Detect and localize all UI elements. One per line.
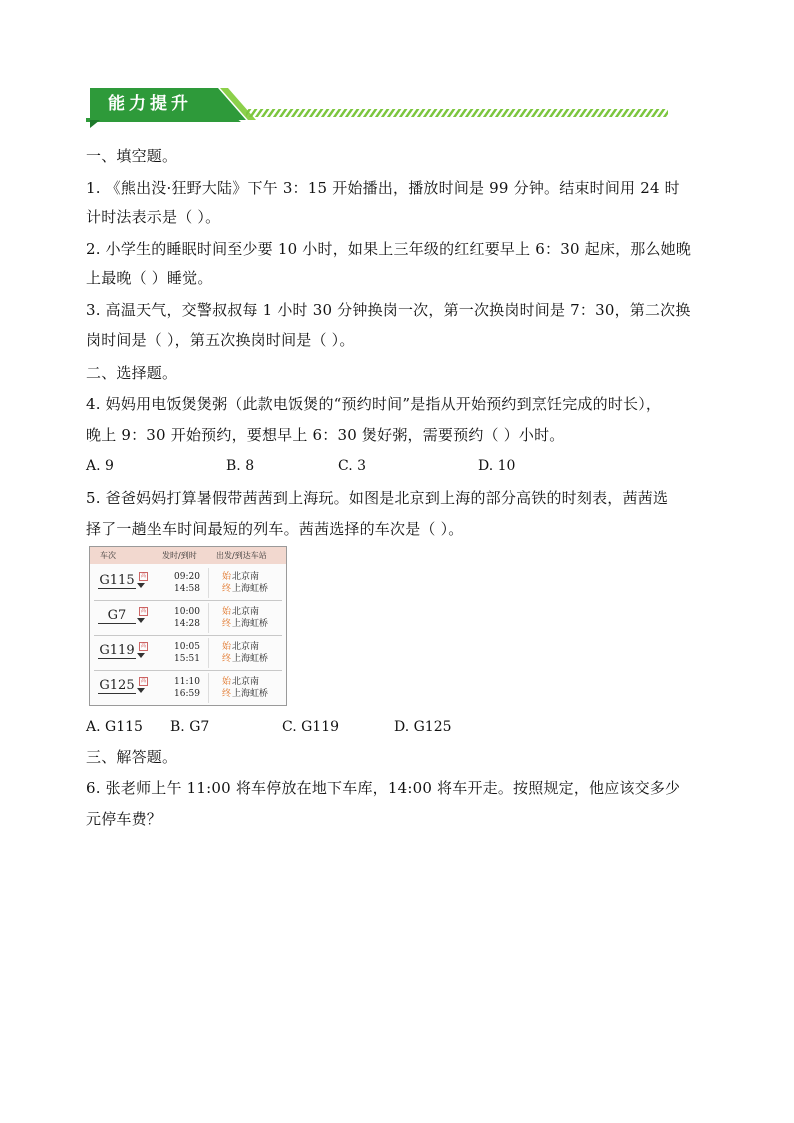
question-2-line-2: 上最晚（ ）睡觉。: [86, 269, 213, 287]
dropdown-arrow-icon[interactable]: [137, 653, 145, 658]
arrive-time: 14:28: [174, 619, 200, 629]
section-heading-fill-blank: 一、填空题。: [86, 147, 178, 165]
train-code: G119: [99, 643, 135, 658]
train-times: [174, 676, 200, 700]
arrive-time: 16:59: [174, 689, 200, 699]
to-station: 上海虹桥: [232, 584, 269, 594]
question-5-option-a[interactable]: A. G115: [86, 719, 143, 735]
question-5-options: [86, 716, 606, 738]
train-code: G7: [98, 608, 136, 624]
question-4-options: [86, 455, 606, 477]
section-heading-choice: 二、选择题。: [86, 364, 178, 382]
column-divider: [208, 673, 209, 703]
column-divider: [208, 568, 209, 598]
question-4-option-c[interactable]: C. 3: [338, 458, 367, 474]
from-station: 北京南: [232, 642, 260, 652]
question-1-line-2: 计时法表示是（ ）。: [86, 208, 221, 226]
section-heading-solve: 三、解答题。: [86, 748, 178, 766]
dropdown-arrow-icon[interactable]: [137, 618, 145, 623]
question-4-option-a[interactable]: A. 9: [86, 458, 114, 474]
high-speed-flag-icon: 高: [140, 573, 146, 579]
question-4-option-b[interactable]: B. 8: [226, 458, 255, 474]
high-speed-flag-icon: 高: [140, 643, 146, 649]
dropdown-arrow-icon[interactable]: [137, 583, 145, 588]
question-3-line-1: 3. 高温天气，交警叔叔每 1 小时 30 分钟换岗一次，第一次换岗时间是 7：30，第二次换: [86, 301, 691, 319]
train-stations: [222, 571, 268, 595]
train-stations: [222, 676, 268, 700]
arrive-time: 15:51: [174, 654, 200, 664]
train-times: [174, 641, 200, 665]
arrive-time: 14:58: [174, 584, 200, 594]
column-divider: [208, 603, 209, 633]
question-5-line-1: 5. 爸爸妈妈打算暑假带茜茜到上海玩。如图是北京到上海的部分高铁的时刻表，茜茜选: [86, 489, 669, 507]
high-speed-flag-icon: 高: [140, 678, 146, 684]
timetable-header-stations: 出发/到达车站: [216, 551, 267, 560]
question-6-line-2: 元停车费？: [86, 810, 163, 828]
question-1-line-1: 1. 《熊出没·狂野大陆》下午 3：15 开始播出，播放时间是 99 分钟。结束时间用 24 时: [86, 179, 680, 197]
timetable-row: [90, 636, 286, 670]
start-mark: 始: [222, 642, 232, 652]
question-2-line-1: 2. 小学生的睡眠时间至少要 10 小时，如果上三年级的红红要早上 6：30 起床，那么她晚: [86, 240, 692, 258]
from-station: 北京南: [232, 572, 260, 582]
question-5-option-c[interactable]: C. G119: [282, 719, 340, 735]
timetable-row: [90, 566, 286, 600]
from-station: 北京南: [232, 677, 260, 687]
question-4-line-2: 晚上 9：30 开始预约，要想早上 6：30 煲好粥，需要预约（ ）小时。: [86, 426, 565, 444]
start-mark: 始: [222, 572, 232, 582]
depart-time: 09:20: [174, 572, 200, 582]
timetable-row: [90, 671, 286, 705]
train-stations: [222, 641, 268, 665]
to-station: 上海虹桥: [232, 619, 269, 629]
train-stations: [222, 606, 268, 630]
depart-time: 11:10: [174, 677, 200, 687]
question-6-line-1: 6. 张老师上午 11:00 将车停放在地下车库，14:00 将车开走。按照规定，他应该交多少: [86, 779, 681, 797]
end-mark: 终: [222, 654, 232, 664]
train-times: [174, 571, 200, 595]
train-timetable: [89, 546, 287, 706]
banner-title: 能力提升: [108, 94, 192, 114]
timetable-header-times: 发时/到时: [162, 551, 197, 560]
train-times: [174, 606, 200, 630]
question-5-option-d[interactable]: D. G125: [394, 719, 452, 735]
question-4-line-1: 4. 妈妈用电饭煲煲粥（此款电饭煲的“预约时间”是指从开始预约到烹饪完成的时长），: [86, 395, 662, 413]
start-mark: 始: [222, 677, 232, 687]
high-speed-flag-icon: 高: [140, 608, 146, 614]
from-station: 北京南: [232, 607, 260, 617]
question-5-option-b[interactable]: B. G7: [170, 719, 210, 735]
question-3-line-2: 岗时间是（ ），第五次换岗时间是（ ）。: [86, 331, 355, 349]
to-station: 上海虹桥: [232, 689, 269, 699]
timetable-header-code: 车次: [100, 551, 116, 560]
column-divider: [208, 638, 209, 668]
timetable-header: [90, 547, 286, 564]
dropdown-arrow-icon[interactable]: [137, 688, 145, 693]
train-code: G125: [99, 678, 135, 693]
question-4-option-d[interactable]: D. 10: [478, 458, 516, 474]
start-mark: 始: [222, 607, 232, 617]
train-code: G115: [99, 573, 135, 588]
to-station: 上海虹桥: [232, 654, 269, 664]
depart-time: 10:05: [174, 642, 200, 652]
end-mark: 终: [222, 689, 232, 699]
end-mark: 终: [222, 619, 232, 629]
question-5-line-2: 择了一趟坐车时间最短的列车。茜茜选择的车次是（ ）。: [86, 520, 464, 538]
end-mark: 终: [222, 584, 232, 594]
timetable-row: [90, 601, 286, 635]
depart-time: 10:00: [174, 607, 200, 617]
section-banner: [86, 84, 670, 130]
